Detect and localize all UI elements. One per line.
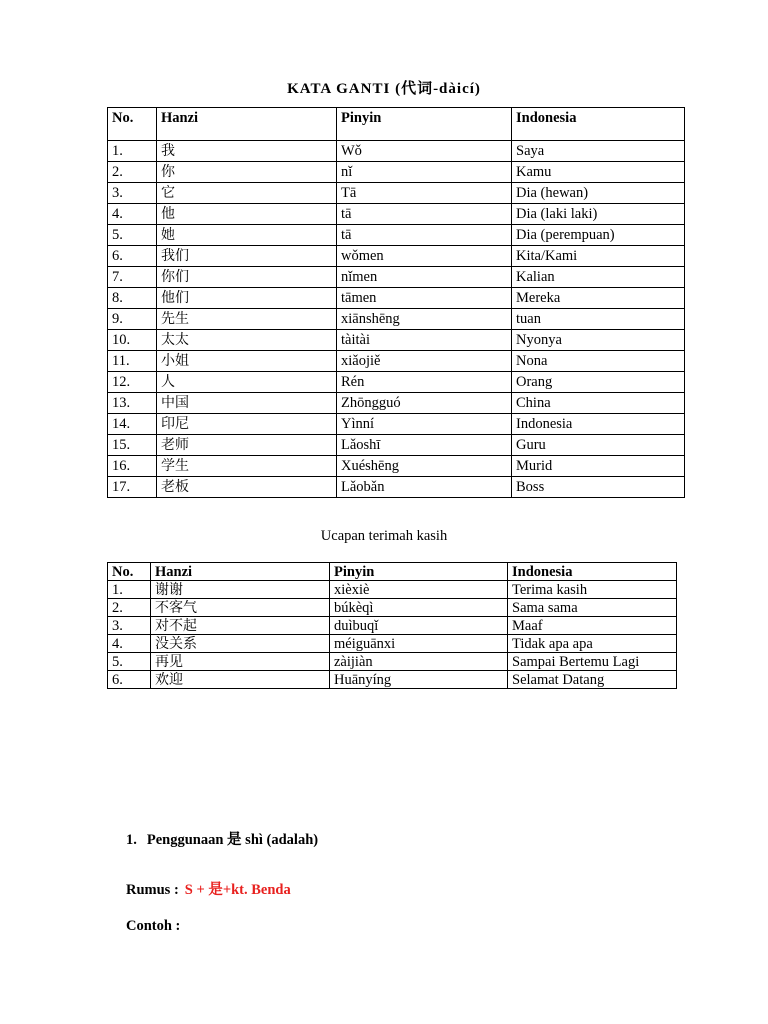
rumus-formula: S + 是+kt. Benda [184, 882, 291, 898]
cell-pinyin: tā [337, 225, 512, 246]
cell-no: 1. [108, 141, 157, 162]
header-pinyin: Pinyin [337, 108, 512, 141]
cell-pinyin: Huānyíng [330, 671, 508, 689]
cell-no: 2. [108, 162, 157, 183]
cell-no: 5. [108, 653, 151, 671]
cell-no: 4. [108, 635, 151, 653]
cell-no: 11. [108, 351, 157, 372]
cell-no: 3. [108, 183, 157, 204]
cell-indonesia: Dia (laki laki) [512, 204, 685, 225]
cell-no: 9. [108, 309, 157, 330]
table-row [108, 393, 685, 414]
cell-pinyin: Wǒ [337, 141, 512, 162]
cell-no: 5. [108, 225, 157, 246]
cell-pinyin: búkèqì [330, 599, 508, 617]
header-no: No. [108, 108, 157, 141]
table-row [108, 204, 685, 225]
table-header-row [108, 563, 677, 581]
cell-indonesia: Dia (perempuan) [512, 225, 685, 246]
table-row [108, 225, 685, 246]
cell-indonesia: Mereka [512, 288, 685, 309]
cell-pinyin: xièxiè [330, 581, 508, 599]
cell-pinyin: Xuéshēng [337, 456, 512, 477]
cell-indonesia: Saya [512, 141, 685, 162]
cell-pinyin: Tā [337, 183, 512, 204]
cell-hanzi: 她 [157, 225, 337, 246]
cell-indonesia: Tidak apa apa [508, 635, 677, 653]
cell-no: 8. [108, 288, 157, 309]
cell-no: 17. [108, 477, 157, 498]
cell-no: 10. [108, 330, 157, 351]
table-row [108, 599, 677, 617]
header-no: No. [108, 563, 151, 581]
table-row [108, 456, 685, 477]
cell-no: 4. [108, 204, 157, 225]
cell-pinyin: nǐmen [337, 267, 512, 288]
cell-no: 2. [108, 599, 151, 617]
cell-pinyin: nǐ [337, 162, 512, 183]
cell-indonesia: Sampai Bertemu Lagi [508, 653, 677, 671]
cell-pinyin: Lǎoshī [337, 435, 512, 456]
cell-pinyin: tāmen [337, 288, 512, 309]
table-row [108, 141, 685, 162]
cell-indonesia: Selamat Datang [508, 671, 677, 689]
cell-hanzi: 他 [157, 204, 337, 225]
cell-no: 6. [108, 246, 157, 267]
cell-pinyin: méiguānxi [330, 635, 508, 653]
cell-pinyin: tā [337, 204, 512, 225]
table-row [108, 309, 685, 330]
usage-number: 1. [126, 832, 137, 848]
cell-indonesia: Maaf [508, 617, 677, 635]
cell-hanzi: 学生 [157, 456, 337, 477]
cell-hanzi: 没关系 [151, 635, 330, 653]
cell-hanzi: 太太 [157, 330, 337, 351]
cell-no: 7. [108, 267, 157, 288]
cell-hanzi: 印尼 [157, 414, 337, 435]
cell-pinyin: duìbuqǐ [330, 617, 508, 635]
cell-pinyin: tàitài [337, 330, 512, 351]
cell-no: 14. [108, 414, 157, 435]
cell-no: 16. [108, 456, 157, 477]
cell-indonesia: tuan [512, 309, 685, 330]
cell-hanzi: 再见 [151, 653, 330, 671]
cell-hanzi: 我 [157, 141, 337, 162]
cell-pinyin: Yìnní [337, 414, 512, 435]
cell-indonesia: Nona [512, 351, 685, 372]
cell-indonesia: Kalian [512, 267, 685, 288]
table-row [108, 414, 685, 435]
table-row [108, 671, 677, 689]
cell-hanzi: 他们 [157, 288, 337, 309]
rumus-label: Rumus : [126, 882, 179, 898]
table-row [108, 477, 685, 498]
cell-hanzi: 老板 [157, 477, 337, 498]
header-indonesia: Indonesia [508, 563, 677, 581]
header-indonesia: Indonesia [512, 108, 685, 141]
cell-indonesia: Kita/Kami [512, 246, 685, 267]
cell-hanzi: 中国 [157, 393, 337, 414]
cell-pinyin: xiānshēng [337, 309, 512, 330]
table-row [108, 162, 685, 183]
cell-hanzi: 老师 [157, 435, 337, 456]
cell-hanzi: 人 [157, 372, 337, 393]
usage-heading [126, 828, 318, 849]
cell-pinyin: Zhōngguó [337, 393, 512, 414]
table-row [108, 653, 677, 671]
cell-pinyin: zàijiàn [330, 653, 508, 671]
cell-hanzi: 你 [157, 162, 337, 183]
cell-hanzi: 欢迎 [151, 671, 330, 689]
contoh-label: Contoh : [126, 918, 181, 934]
cell-no: 3. [108, 617, 151, 635]
header-hanzi: Hanzi [151, 563, 330, 581]
cell-pinyin: xiǎojiě [337, 351, 512, 372]
cell-indonesia: Dia (hewan) [512, 183, 685, 204]
usage-text: Penggunaan 是 shì (adalah) [146, 832, 319, 848]
cell-pinyin: wǒmen [337, 246, 512, 267]
table-row [108, 330, 685, 351]
cell-hanzi: 对不起 [151, 617, 330, 635]
table-row [108, 288, 685, 309]
cell-indonesia: Indonesia [512, 414, 685, 435]
table-header-row [108, 108, 685, 141]
cell-indonesia: China [512, 393, 685, 414]
cell-hanzi: 我们 [157, 246, 337, 267]
table-row [108, 351, 685, 372]
cell-indonesia: Kamu [512, 162, 685, 183]
cell-indonesia: Murid [512, 456, 685, 477]
table-row [108, 246, 685, 267]
cell-indonesia: Terima kasih [508, 581, 677, 599]
cell-no: 12. [108, 372, 157, 393]
cell-indonesia: Orang [512, 372, 685, 393]
pronoun-table [107, 107, 685, 498]
header-hanzi: Hanzi [157, 108, 337, 141]
page-title: KATA GANTI (代词-dàicí) [287, 81, 481, 97]
cell-no: 15. [108, 435, 157, 456]
cell-indonesia: Sama sama [508, 599, 677, 617]
cell-no: 1. [108, 581, 151, 599]
header-pinyin: Pinyin [330, 563, 508, 581]
cell-pinyin: Rén [337, 372, 512, 393]
cell-indonesia: Boss [512, 477, 685, 498]
table-row [108, 581, 677, 599]
table-row [108, 372, 685, 393]
cell-no: 13. [108, 393, 157, 414]
cell-indonesia: Nyonya [512, 330, 685, 351]
cell-hanzi: 它 [157, 183, 337, 204]
table-row [108, 183, 685, 204]
cell-hanzi: 谢谢 [151, 581, 330, 599]
thanks-table [107, 562, 677, 689]
table-row [108, 267, 685, 288]
cell-hanzi: 先生 [157, 309, 337, 330]
cell-hanzi: 你们 [157, 267, 337, 288]
table-row [108, 635, 677, 653]
section-title: Ucapan terimah kasih [320, 528, 448, 544]
table-row [108, 435, 685, 456]
cell-hanzi: 不客气 [151, 599, 330, 617]
cell-indonesia: Guru [512, 435, 685, 456]
cell-hanzi: 小姐 [157, 351, 337, 372]
cell-no: 6. [108, 671, 151, 689]
rumus-line [126, 878, 291, 899]
table-row [108, 617, 677, 635]
cell-pinyin: Lǎobǎn [337, 477, 512, 498]
